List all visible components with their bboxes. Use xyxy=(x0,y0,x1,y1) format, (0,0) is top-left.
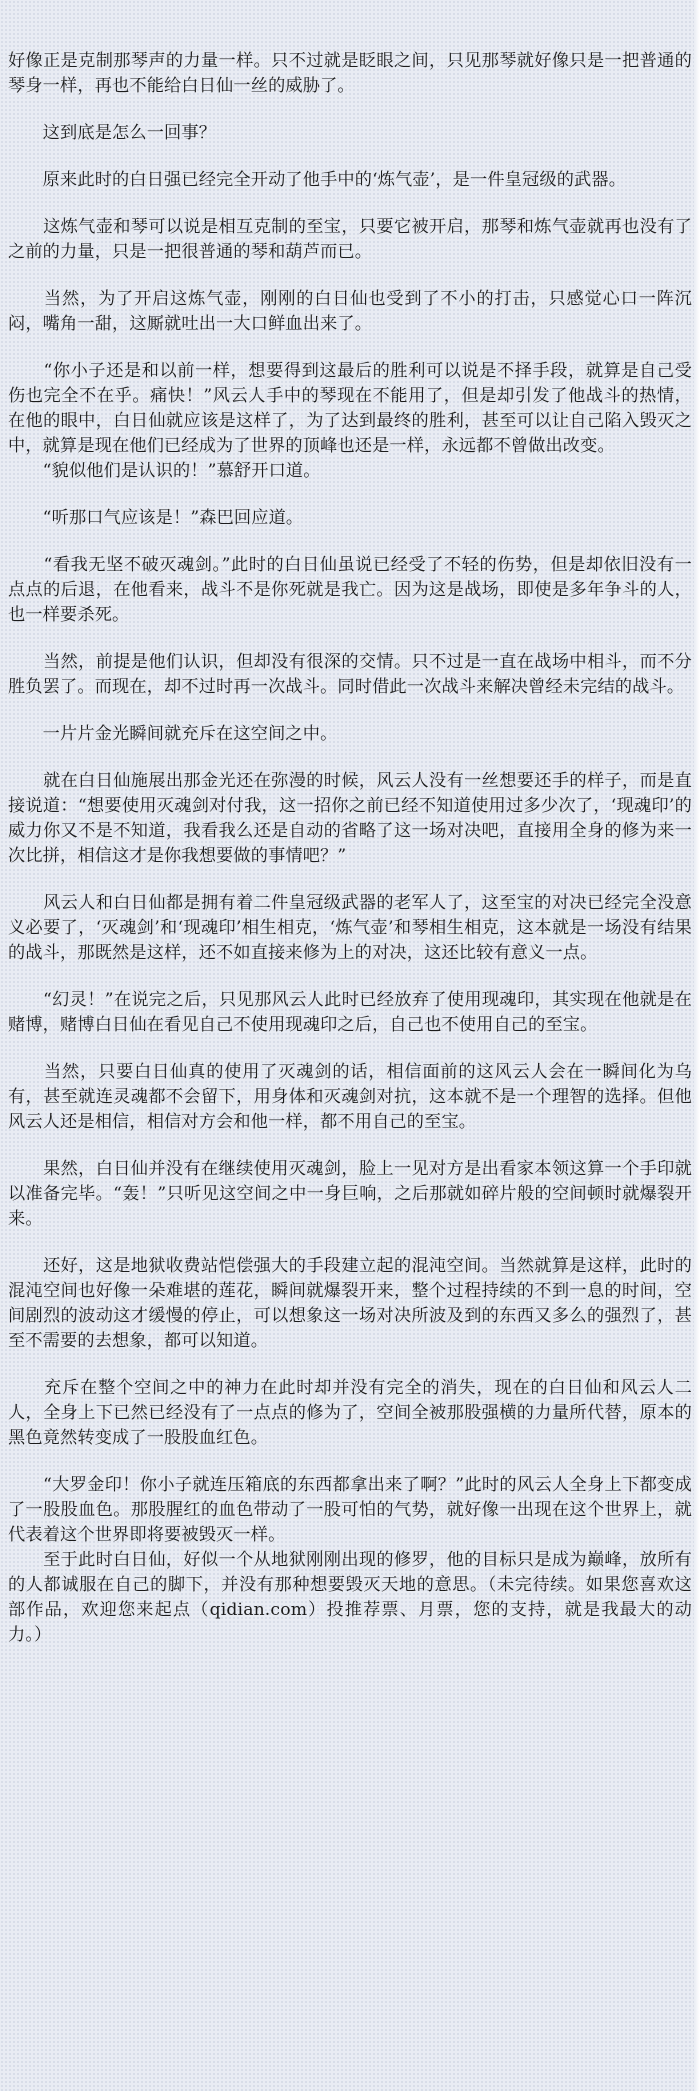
paragraph-gap xyxy=(8,747,692,769)
paragraph: “听那口气应该是！”森巴回应道。 xyxy=(8,508,304,528)
paragraph: 风云人和白日仙都是拥有着二件皇冠级武器的老军人了，这至宝的对决已经完全没意义必要了，‘灭魂剑’和‘现魂印’相生相克，‘炼气壶’和琴相生相克，这本就是一场没有结果的战斗，那既然是这样，还不如直接来修为上的对决，这还比较有意义一点。 xyxy=(8,893,692,963)
paragraph-gap xyxy=(8,99,692,121)
paragraph-gap xyxy=(8,869,692,891)
paragraph: 还好，这是地狱收费站恺偿强大的手段建立起的混沌空间。当然就算是这样，此时的混沌空间也好像一朵难堪的莲花，瞬间就爆裂开来，整个过程持续的不到一息的时间，空间剧烈的波动这才缓慢的停止，可以想象这一场对决所波及到的东西又多么的强烈了，甚至不需要的去想象，都可以知道。 xyxy=(8,1256,692,1351)
paragraph-gap xyxy=(8,265,692,287)
paragraph: “看我无坚不破灭魂剑。”此时的白日仙虽说已经受了不轻的伤势，但是却依旧没有一点点的后退，在他看来，战斗不是你死就是我亡。因为这是战场，即使是多年争斗的人，也一样要杀死。 xyxy=(8,555,692,625)
paragraph: 一片片金光瞬间就充斥在这空间之中。 xyxy=(8,724,338,744)
paragraph: 当然，前提是他们认识，但却没有很深的交情。只不过是一直在战场中相斗，而不分胜负罢了。而现在，却不过时再一次战斗。同时借此一次战斗来解决曾经未完结的战斗。 xyxy=(8,652,692,697)
paragraph: “大罗金印！你小子就连压箱底的东西都拿出来了啊？”此时的风云人全身上下都变成了一股股血色。那股腥红的血色带动了一股可怕的气势，就好像一出现在这个世界上，就代表着这个世界即将要被毁灭一样。 至于此时白日仙，好似一个从地狱刚刚出现的修罗，他的目标只是成为巅峰，放所有的人都诚服在自己的脚下，并没有那种想要毁灭天地的意思。（未完待续。如果您喜欢这部作品，欢迎您来起点（qidian.com）投推荐票、月票，您的支持，就是我最大的动力。） xyxy=(8,1475,692,1645)
paragraph: 这到底是怎么一回事？ xyxy=(8,123,217,143)
paragraph-gap xyxy=(8,1232,692,1254)
paragraph-gap xyxy=(8,531,692,553)
paragraph-gap xyxy=(8,700,692,722)
paragraph: 好像正是克制那琴声的力量一样。只不过就是眨眼之间，只见那琴就好像只是一把普通的琴身一样，再也不能给白日仙一丝的威胁了。 xyxy=(8,51,692,96)
paragraph: 充斥在整个空间之中的神力在此时却并没有完全的消失，现在的白日仙和风云人二人，全身上下已然已经没有了一点点的修为了，空间全被那股强横的力量所代替，原本的黑色竟然转变成了一股股血红色。 xyxy=(8,1378,692,1448)
paragraph: 果然，白日仙并没有在继续使用灭魂剑，脸上一见对方是出看家本领这算一个手印就以准备完毕。“轰！”只听见这空间之中一身巨响，之后那就如碎片般的空间顿时就爆裂开来。 xyxy=(8,1159,692,1229)
paragraph: 这炼气壶和琴可以说是相互克制的至宝，只要它被开启，那琴和炼气壶就再也没有了之前的力量，只是一把很普通的琴和葫芦而已。 xyxy=(8,217,692,262)
paragraph: 当然，只要白日仙真的使用了灭魂剑的话，相信面前的这风云人会在一瞬间化为乌有，甚至就连灵魂都不会留下，用身体和灭魂剑对抗，这本就不是一个理智的选择。但他风云人还是相信，相信对方会和他一样，都不用自己的至宝。 xyxy=(8,1062,692,1132)
paragraph-gap xyxy=(8,1038,692,1060)
paragraph: “你小子还是和以前一样，想要得到这最后的胜利可以说是不择手段，就算是自己受伤也完全不在乎。痛快！”风云人手中的琴现在不能用了，但是却引发了他战斗的热情，在他的眼中，白日仙就应该是这样了，为了达到最终的胜利，甚至可以让自己陷入毁灭之中，就算是现在他们已经成为了世界的顶峰也还是一样，永远都不曾做出改变。 “貌似他们是认识的！”慕舒开口道。 xyxy=(8,361,692,481)
paragraph-gap xyxy=(8,146,692,168)
paragraph: 当然，为了开启这炼气壶，刚刚的白日仙也受到了不小的打击，只感觉心口一阵沉闷，嘴角一甜，这厮就吐出一大口鲜血出来了。 xyxy=(8,289,692,334)
paragraph-gap xyxy=(8,1451,692,1473)
paragraph: 就在白日仙施展出那金光还在弥漫的时候，风云人没有一丝想要还手的样子，而是直接说道：“想要使用灭魂剑对付我，这一招你之前已经不知道使用过多少次了，‘现魂印’的威力你又不是不知道，我看我么还是自动的省略了这一场对决吧，直接用全身的修为来一次比拼，相信这才是你我想要做的事情吧？” xyxy=(8,771,692,866)
paragraph-gap xyxy=(8,966,692,988)
paragraph-gap xyxy=(8,628,692,650)
paragraph-gap xyxy=(8,484,692,506)
paragraph-gap xyxy=(8,193,692,215)
paragraph: “幻灵！”在说完之后，只见那风云人此时已经放弃了使用现魂印，其实现在他就是在赌博，赌博白日仙在看见自己不使用现魂印之后，自己也不使用自己的至宝。 xyxy=(8,990,692,1035)
page-edge xyxy=(694,0,700,2091)
paragraph-gap xyxy=(8,1354,692,1376)
paragraph-gap xyxy=(8,337,692,359)
paragraph: 原来此时的白日强已经完全开动了他手中的‘炼气壶’，是一件皇冠级的武器。 xyxy=(8,170,627,190)
paragraph-gap xyxy=(8,1135,692,1157)
